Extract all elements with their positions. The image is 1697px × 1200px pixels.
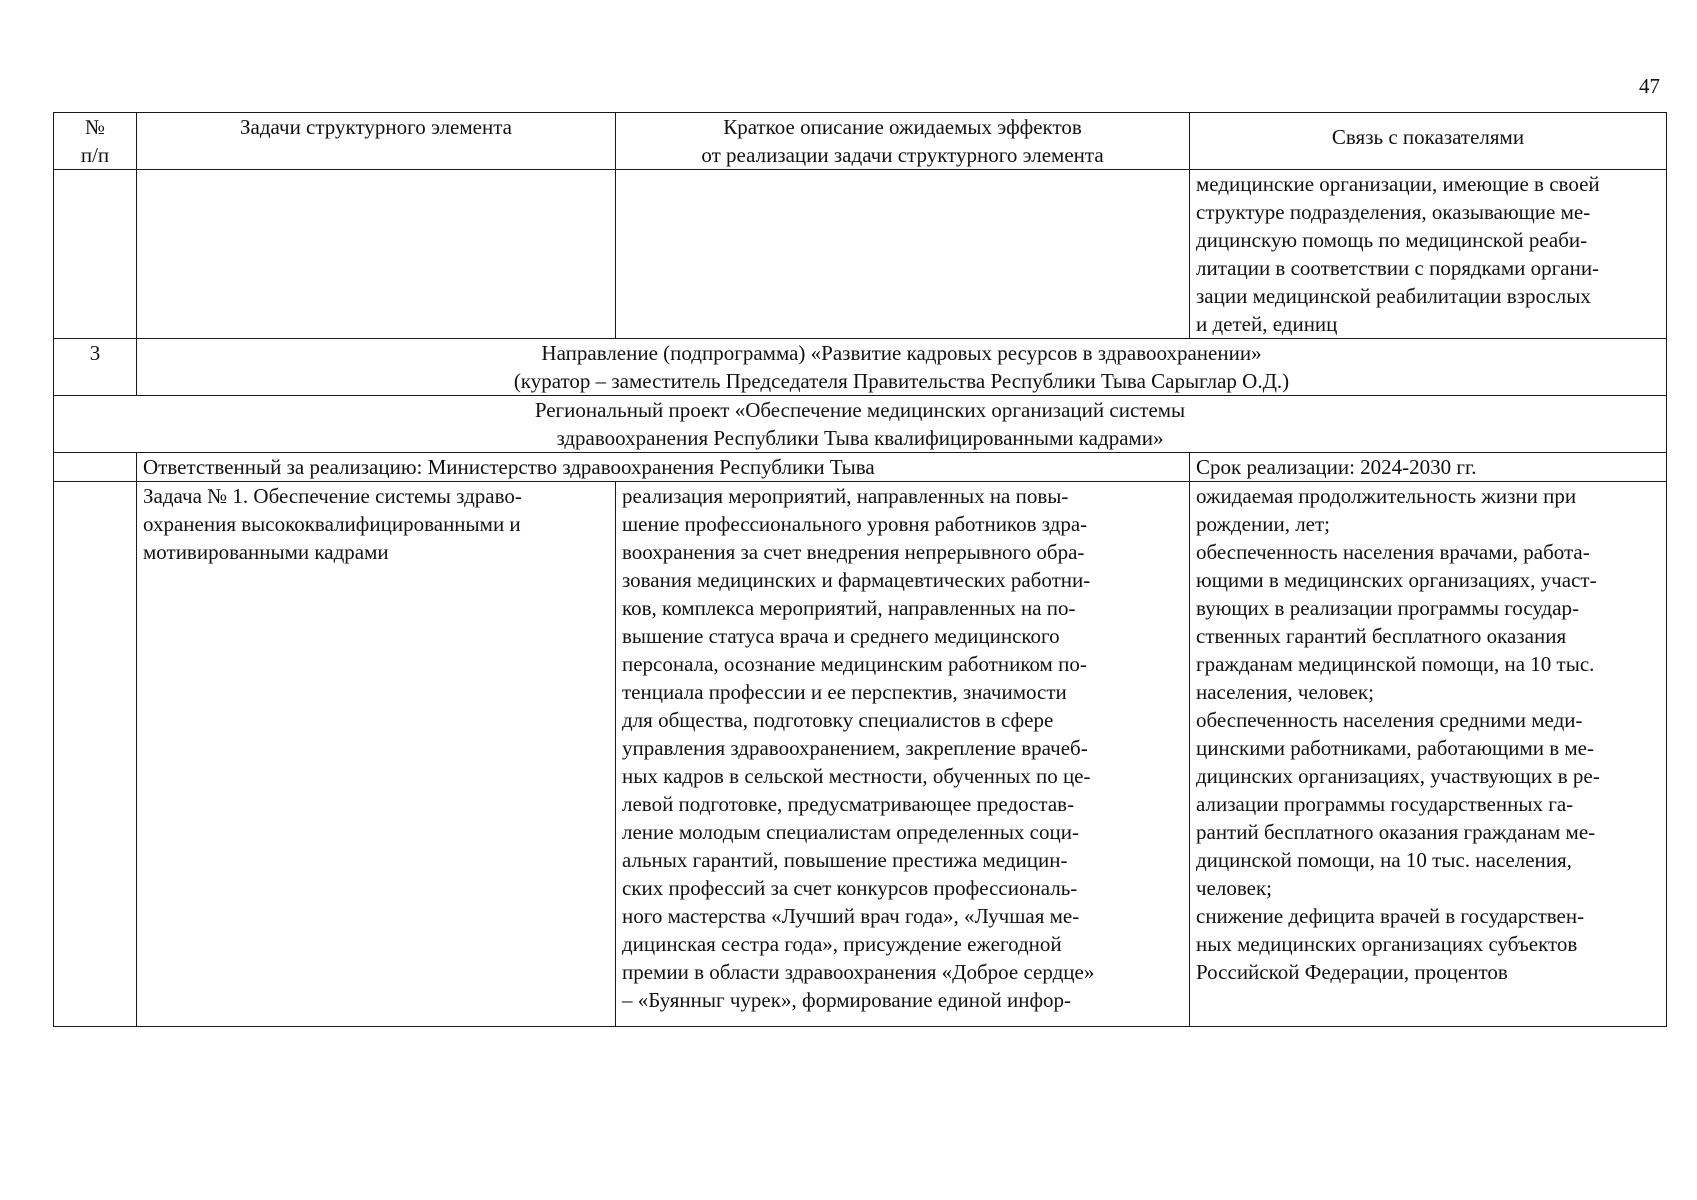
table-row-project <box>54 396 1667 453</box>
task-effects-line: ного мастерства «Лучший врач года», «Лучшая ме- <box>622 904 1080 928</box>
task-indicators-line: дицинских организациях, участвующих в ре- <box>1196 764 1600 788</box>
cell-empty <box>137 170 616 339</box>
task-effects-line: ских профессий за счет конкурсов профессиональ- <box>622 876 1078 900</box>
task-effects-line: ление молодым специалистам определенных соци- <box>622 820 1079 844</box>
project-title-line: здравоохранения Республики Тыва квалифицированными кадрами» <box>556 426 1164 450</box>
cell-empty <box>616 170 1190 339</box>
task-description-line: охранения высококвалифицированными и <box>143 512 521 536</box>
task-effects-line: премии в области здравоохранения «Доброе сердце» <box>622 960 1095 984</box>
task-indicators-line: снижение дефицита врачей в государствен- <box>1196 904 1585 928</box>
continued-indicator-line: структуре подразделения, оказывающие ме- <box>1196 200 1591 224</box>
task-effects-line: реализация мероприятий, направленных на повы- <box>622 484 1069 508</box>
header-effects <box>616 113 1190 170</box>
header-effects-line2: от реализации задачи структурного элемента <box>701 143 1104 167</box>
task-indicators-line: ализации программы государственных га- <box>1196 792 1574 816</box>
cell-empty <box>54 453 137 482</box>
direction-title-line: (куратор – заместитель Председателя Правительства Республики Тыва Сарыглар О.Д.) <box>513 369 1290 393</box>
task-effects-line: зования медицинских и фармацевтических работни- <box>622 568 1091 592</box>
task-effects-line: ных кадров в сельской местности, обученных по це- <box>622 764 1091 788</box>
task-effects-line: ков, комплекса мероприятий, направленных на по- <box>622 596 1076 620</box>
table-header-row <box>54 113 1667 170</box>
header-indicators: Связь с показателями <box>1190 113 1667 170</box>
task-effects-line: альных гарантий, повышение престижа медицин- <box>622 848 1068 872</box>
continued-indicator-line: литации в соответствии с порядками органи- <box>1196 256 1600 280</box>
table-row-direction <box>54 339 1667 396</box>
task-indicators-line: ственных гарантий бесплатного оказания <box>1196 624 1567 648</box>
cell-continued-indicators <box>1190 170 1667 339</box>
continued-indicator-line: медицинские организации, имеющие в своей <box>1196 172 1600 196</box>
direction-number: 3 <box>54 339 137 396</box>
task-description-line: Задача № 1. Обеспечение системы здраво- <box>143 484 522 508</box>
continued-indicator-line: и детей, единиц <box>1196 312 1338 336</box>
period-text: Срок реализации: 2024-2030 гг. <box>1190 453 1667 482</box>
task-effects-line: для общества, подготовку специалистов в сфере <box>622 708 1054 732</box>
direction-title <box>137 339 1667 396</box>
direction-title-line: Направление (подпрограмма) «Развитие кадровых ресурсов в здравоохранении» <box>541 341 1262 365</box>
cell-empty <box>54 170 137 339</box>
task-indicators-line: обеспеченность населения средними меди- <box>1196 708 1583 732</box>
task-effects-line: вышение статуса врача и среднего медицинского <box>622 624 1060 648</box>
task-effects-line: воохранения за счет внедрения непрерывного обра- <box>622 540 1085 564</box>
task-effects-line: тенциала профессии и ее перспектив, значимости <box>622 680 1067 704</box>
task-effects-line: – «Буянныг чурек», формирование единой инфор- <box>622 988 1072 1012</box>
task-indicators-line: вующих в реализации программы государ- <box>1196 596 1580 620</box>
responsible-text: Ответственный за реализацию: Министерство здравоохранения Республики Тыва <box>137 453 1190 482</box>
continued-indicator-line: дицинскую помощь по медицинской реаби- <box>1196 228 1588 252</box>
task-indicators-line: дицинской помощи, на 10 тыс. населения, <box>1196 848 1572 872</box>
task-indicators-line: рантий бесплатного оказания гражданам ме- <box>1196 820 1596 844</box>
header-effects-line1: Краткое описание ожидаемых эффектов <box>723 115 1082 139</box>
task-effects-line: левой подготовке, предусматривающее предостав- <box>622 792 1075 816</box>
table-row-responsible <box>54 453 1667 482</box>
task-indicators-line: человек; <box>1196 876 1273 900</box>
task-indicators-line: обеспеченность населения врачами, работа- <box>1196 540 1590 564</box>
cell-empty <box>54 482 137 1027</box>
header-num-line2: п/п <box>80 143 110 167</box>
task-indicators-line: ожидаемая продолжительность жизни при <box>1196 484 1577 508</box>
task-indicators-line: гражданам медицинской помощи, на 10 тыс. <box>1196 652 1595 676</box>
task-description <box>137 482 616 1027</box>
task-indicators-line: цинскими работниками, работающими в ме- <box>1196 736 1594 760</box>
page-number: 47 <box>1639 74 1660 98</box>
task-indicators-line: ных медицинских организациях субъектов <box>1196 932 1578 956</box>
task-effects-line: дицинская сестра года», присуждение ежегодной <box>622 932 1062 956</box>
task-indicators-line: населения, человек; <box>1196 680 1374 704</box>
header-tasks: Задачи структурного элемента <box>137 113 616 170</box>
task-effects-line: персонала, осознание медицинским работником по- <box>622 652 1087 676</box>
task-effects-line: управления здравоохранением, закрепление врачеб- <box>622 736 1088 760</box>
project-title <box>54 396 1667 453</box>
header-num-line1: № <box>84 115 106 139</box>
task-effects <box>616 482 1190 1027</box>
task-indicators-line: Российской Федерации, процентов <box>1196 960 1508 984</box>
task-indicators-line: ющими в медицинских организациях, участ- <box>1196 568 1597 592</box>
table-row-task <box>54 482 1667 1027</box>
project-title-line: Региональный проект «Обеспечение медицинских организаций системы <box>534 398 1186 422</box>
task-indicators <box>1190 482 1667 1027</box>
table-row-continued <box>54 170 1667 339</box>
task-indicators-line: рождении, лет; <box>1196 512 1331 536</box>
task-description-line: мотивированными кадрами <box>143 540 389 564</box>
continued-indicator-line: зации медицинской реабилитации взрослых <box>1196 284 1591 308</box>
program-table <box>53 112 1667 1027</box>
task-effects-line: шение профессионального уровня работников здра- <box>622 512 1088 536</box>
header-num <box>54 113 137 170</box>
